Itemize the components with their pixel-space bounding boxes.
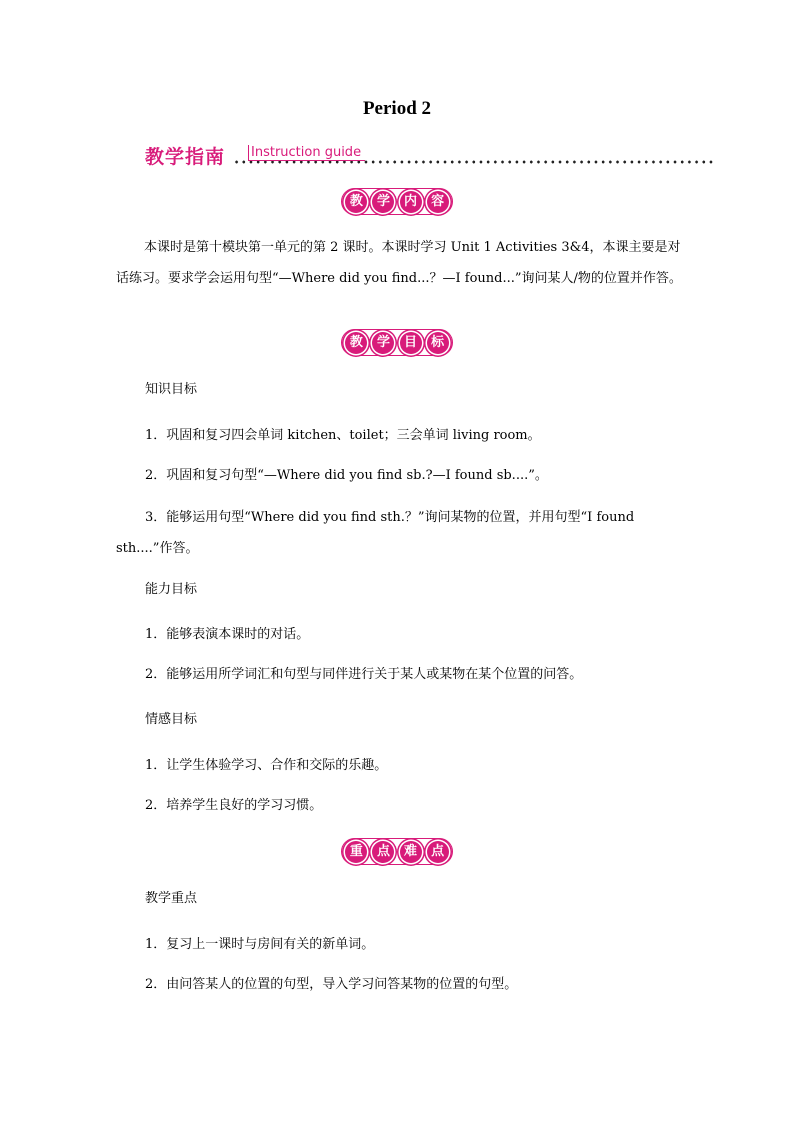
badge-char: 目	[400, 332, 422, 354]
instruction-guide-header	[145, 140, 715, 170]
knowledge-heading: 知识目标	[145, 382, 198, 397]
badge-char: 重	[345, 841, 367, 863]
badge-char: 教	[345, 332, 367, 354]
page-title: Period 2	[362, 98, 432, 119]
guide-title-en: Instruction guide	[248, 145, 365, 161]
badge-char: 学	[372, 191, 394, 213]
focus-item: 2．由问答某人的位置的句型，导入学习问答某物的位置的句型。	[145, 977, 518, 992]
badge-teaching-objectives	[0, 329, 794, 353]
knowledge-item: 2．巩固和复习句型“—Where did you find sb.?—I found sb....”。	[145, 468, 548, 483]
knowledge-item: 1．巩固和复习四会单词 kitchen、toilet；三会单词 living room。	[145, 428, 541, 443]
emotion-item: 2．培养学生良好的学习习惯。	[145, 798, 323, 813]
ability-heading: 能力目标	[145, 582, 198, 597]
badge-char: 容	[427, 191, 449, 213]
badge-char: 内	[400, 191, 422, 213]
badge-char: 学	[372, 332, 394, 354]
badge-char: 点	[372, 841, 394, 863]
knowledge-item: 3．能够运用句型“Where did you find sth.？”询问某物的位置，并用句型“I found sth....”作答。	[116, 510, 635, 556]
ability-item: 1．能够表演本课时的对话。	[145, 627, 310, 642]
focus-heading: 教学重点	[145, 891, 198, 906]
badge-key-points	[0, 838, 794, 862]
badge-char: 标	[427, 332, 449, 354]
ability-item: 2．能够运用所学词汇和句型与同伴进行关于某人或某物在某个位置的问答。	[145, 667, 583, 682]
emotion-heading: 情感目标	[145, 712, 198, 727]
badge-char: 难	[400, 841, 422, 863]
focus-item: 1．复习上一课时与房间有关的新单词。	[145, 937, 375, 952]
badge-char: 点	[427, 841, 449, 863]
badge-char: 教	[345, 191, 367, 213]
intro-paragraph: 本课时是第十模块第一单元的第 2 课时。本课时学习 Unit 1 Activities 3&4，本课主要是对话练习。要求学会运用句型“—Where did you find...？—I found...”询问某人/物的位置并作答。	[116, 240, 682, 286]
guide-title-cn: 教学指南	[145, 146, 226, 168]
emotion-item: 1．让学生体验学习、合作和交际的乐趣。	[145, 758, 388, 773]
badge-teaching-content	[0, 188, 794, 212]
